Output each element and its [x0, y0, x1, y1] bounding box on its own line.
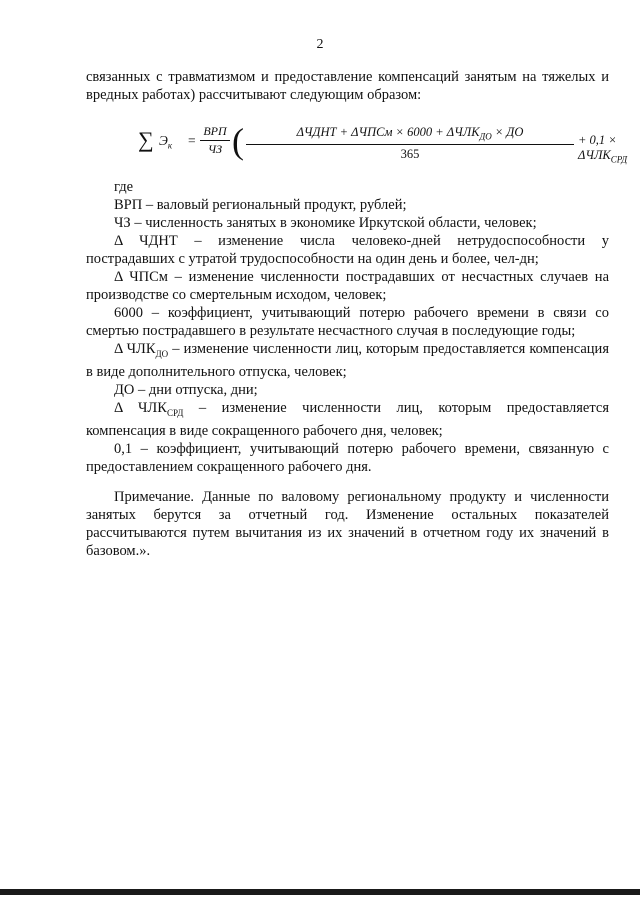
intro-paragraph — [86, 68, 609, 104]
fraction-vrp-chz — [200, 124, 230, 157]
fraction-bar — [200, 140, 230, 141]
main-fraction-bar — [246, 144, 574, 145]
definition-item — [86, 340, 609, 381]
definition-term: Δ ЧЛК — [114, 341, 156, 357]
formula-tail — [578, 133, 627, 165]
page-number: 2 — [316, 37, 324, 52]
scan-bottom-edge — [0, 889, 640, 895]
sum-symbol: ∑ — [138, 127, 154, 152]
fraction-main — [246, 125, 574, 162]
definition-item — [86, 399, 609, 440]
definition-desc: – изменение численности лиц, которым предоставляется компенсация в виде дополнительного отпуска, человек; — [86, 341, 609, 380]
definition-item: Δ ЧДНТ – изменение числа человеко-дней нетрудоспособности у пострадавших с утратой трудоспособности на один день и более, чел-дн; — [86, 233, 609, 267]
definition-term: Δ ЧЛК — [114, 399, 167, 416]
formula-tail-text: + 0,1 × ΔЧЛК — [578, 133, 617, 162]
definition-item: Δ ЧПСм – изменение численности пострадавших от несчастных случаев на производстве со смертельным исходом, человек; — [86, 269, 609, 303]
note-text: Примечание. Данные по валовому региональному продукту и численности занятых берутся за отчетный год. Изменение остальных показателей рассчитываются путем вычитания из их значений в отчетном году их значений в базовом.». — [86, 489, 609, 559]
definition-item: ДО – дни отпуска, дни; — [114, 381, 258, 398]
formula-lhs-letter: Э — [159, 133, 168, 148]
intro-text: связанных с травматизмом и предоставление компенсаций занятым на тяжелых и вредных работах) рассчитывают следующим образом: — [86, 69, 609, 103]
main-numerator-part-a: ΔЧДНТ + ΔЧПСм × 6000 + ΔЧЛК — [296, 125, 480, 139]
definitions-list — [86, 178, 609, 476]
formula — [138, 121, 628, 165]
main-numerator-sub: ДО — [479, 131, 492, 142]
note-paragraph — [86, 488, 609, 560]
formula-lhs — [159, 133, 172, 151]
definition-item: 6000 – коэффициент, учитывающий потерю рабочего времени в связи со смертью пострадавшего в результате несчастного случая в последующие годы; — [86, 305, 609, 339]
left-brace: ( — [232, 121, 244, 161]
main-numerator-part-b: × ДО — [491, 125, 524, 139]
formula-lhs-sub: к — [167, 140, 173, 151]
definition-item: где — [114, 179, 134, 195]
main-numerator — [246, 125, 574, 142]
fraction-denominator: ЧЗ — [207, 142, 223, 156]
definition-term-sub: СРД — [166, 407, 184, 418]
definition-desc: – изменение численности лиц, которым предоставляется компенсация в виде сокращенного рабочего дня, человек; — [86, 399, 609, 439]
definition-item: 0,1 – коэффициент, учитывающий потерю рабочего времени, связанную с предоставлением сокращенного рабочего дня. — [86, 440, 609, 475]
definition-item: ЧЗ – численность занятых в экономике Иркутской области, человек; — [114, 215, 537, 231]
main-denominator: 365 — [400, 146, 420, 161]
definition-term-sub: ДО — [155, 348, 169, 359]
definition-item: ВРП – валовый региональный продукт, рублей; — [114, 197, 407, 213]
formula-equals: = — [188, 133, 196, 148]
fraction-numerator: ВРП — [203, 124, 227, 138]
formula-tail-sub: СРД — [610, 154, 628, 165]
